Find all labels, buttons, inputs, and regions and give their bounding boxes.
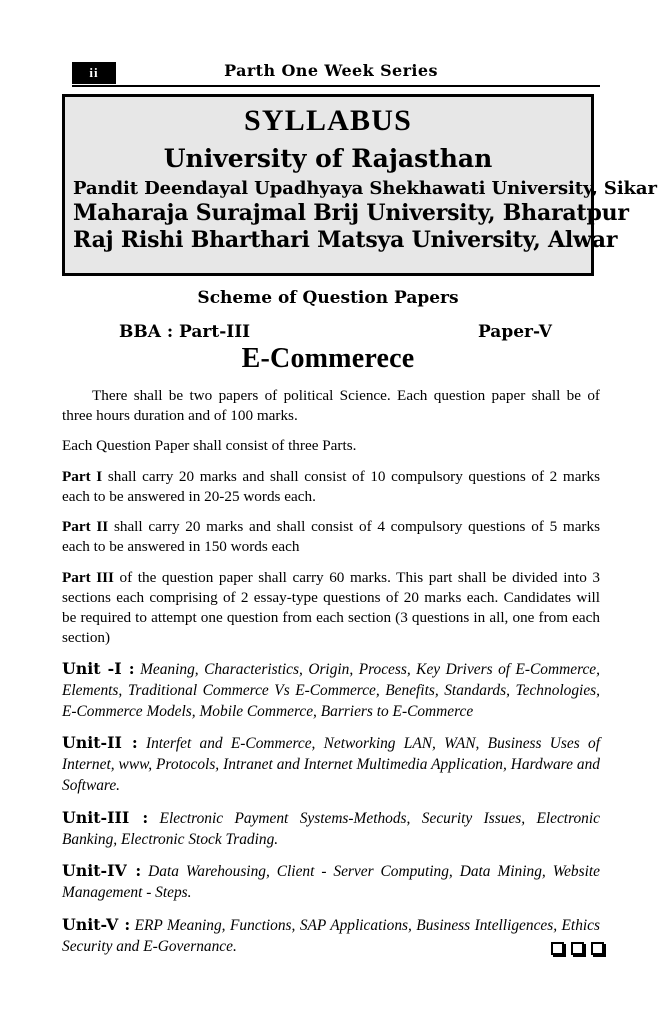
unit-list bbox=[62, 658, 600, 968]
subject-title: E-Commerece bbox=[241, 343, 415, 374]
unit-label: Unit-III : bbox=[62, 807, 149, 827]
unit-text: Meaning, Characteristics, Origin, Process, Key Drivers of E-Commerce, Elements, Traditional Commerce Vs E-Commerce, Benefits, Standards, Technologies, E-Commerce Models, Mobile Commerce, Barriers to E-Commerce bbox=[62, 661, 600, 720]
paragraph bbox=[62, 386, 600, 426]
footer-ornament bbox=[551, 942, 611, 960]
paragraph-text: Each Question Paper shall consist of three Parts. bbox=[62, 437, 357, 455]
scheme-heading: Scheme of Question Papers bbox=[197, 288, 459, 308]
unit-item bbox=[62, 860, 600, 904]
unit-item bbox=[62, 732, 600, 796]
series-title: Parth One Week Series bbox=[224, 61, 438, 80]
university-name-2: Pandit Deendayal Upadhyaya Shekhawati University, Sikar bbox=[73, 178, 657, 200]
running-header bbox=[62, 60, 600, 88]
square-icon bbox=[551, 942, 564, 955]
paragraph-label: Part II bbox=[62, 518, 109, 536]
unit-text: Electronic Payment Systems-Methods, Security Issues, Electronic Banking, Electronic Stock Trading. bbox=[62, 809, 600, 848]
header-divider-rule bbox=[72, 85, 600, 87]
university-name-4: Raj Rishi Bharthari Matsya University, Alwar bbox=[73, 226, 618, 253]
square-icon bbox=[571, 942, 584, 955]
paragraph bbox=[62, 568, 600, 649]
unit-item bbox=[62, 658, 600, 722]
scheme-body-copy bbox=[62, 386, 600, 658]
paragraph-text: of the question paper shall carry 60 marks. This part shall be divided into 3 sections each comprising of 2 essay-type questions of 20 marks each. Candidates will be required to attempt one question from each section (3 questions in all, one from each section) bbox=[62, 568, 600, 647]
square-icon bbox=[591, 942, 604, 955]
university-name-1: University of Rajasthan bbox=[163, 143, 493, 173]
paragraph-label: Part III bbox=[62, 568, 114, 586]
unit-label: Unit-V : bbox=[62, 914, 131, 934]
paragraph-text: There shall be two papers of political Science. Each question paper shall be of three hours duration and of 100 marks. bbox=[62, 387, 600, 425]
paragraph-text: shall carry 20 marks and shall consist of 4 compulsory questions of 5 marks each to be answered in 150 words each bbox=[62, 518, 600, 556]
paragraph bbox=[62, 467, 600, 507]
unit-label: Unit-IV : bbox=[62, 861, 142, 881]
paper-label: Paper-V bbox=[477, 322, 552, 342]
unit-label: Unit -I : bbox=[62, 659, 135, 678]
unit-text: ERP Meaning, Functions, SAP Applications, Business Intelligences, Ethics Security and E-Governance. bbox=[62, 916, 600, 955]
paragraph-text: shall carry 20 marks and shall consist of 10 compulsory questions of 2 marks each to be answered in 20-25 words each. bbox=[62, 467, 600, 505]
unit-text: Interfet and E-Commerce, Networking LAN, WAN, Business Uses of Internet, www, Protocols, Intranet and Internet Multimedia Application, Hardware and Software. bbox=[62, 735, 600, 794]
course-label: BBA : Part-III bbox=[119, 322, 251, 342]
paragraph bbox=[62, 517, 600, 557]
unit-item bbox=[62, 807, 600, 851]
syllabus-box bbox=[62, 94, 657, 276]
university-name-3: Maharaja Surajmal Brij University, Bharatpur bbox=[73, 200, 629, 227]
unit-label: Unit-II : bbox=[62, 733, 138, 753]
paragraph-label: Part I bbox=[62, 467, 103, 485]
course-paper-line bbox=[62, 322, 594, 344]
page-folio-badge: ii bbox=[72, 62, 116, 84]
paragraph bbox=[62, 436, 600, 456]
unit-item bbox=[62, 914, 600, 958]
syllabus-heading: SYLLABUS bbox=[244, 104, 412, 137]
unit-text: Data Warehousing, Client - Server Computing, Data Mining, Website Management - Steps. bbox=[62, 863, 601, 902]
